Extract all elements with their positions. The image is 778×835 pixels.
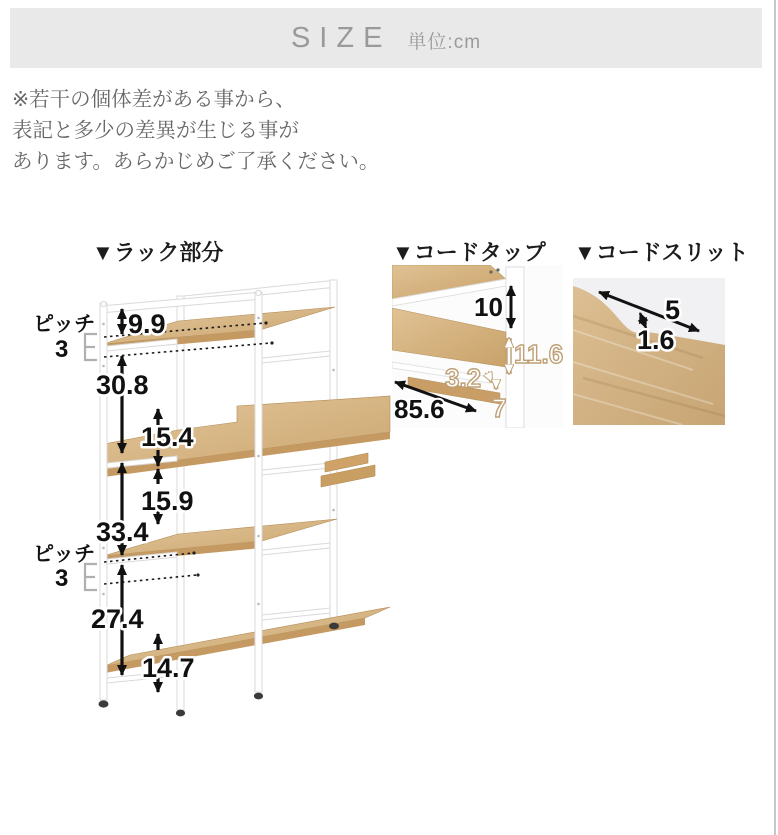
rack-post-front-left (100, 303, 107, 700)
cord-slit-section-title: ▼コードスリット (574, 240, 749, 265)
pitch-label-lower (33, 543, 97, 592)
disclaimer-text (12, 84, 412, 177)
rack-rung (262, 351, 330, 363)
dim-shelf3-to-bottom: 27.4 (91, 604, 144, 634)
dim-tap-width: 85.6 (394, 394, 445, 424)
rack-post-back-right (330, 280, 337, 622)
disclaimer-line-1: ※若干の個体差がある事から、 (12, 88, 296, 111)
rack-rung (262, 608, 330, 620)
rack-rung (262, 463, 330, 475)
size-header-bar (10, 8, 762, 68)
dim-clearance-2: 15.9 (141, 486, 194, 516)
pitch-bracket-icon (85, 564, 97, 590)
rack-post-mid (255, 292, 262, 692)
keyboard-tray (321, 453, 375, 487)
dim-tap-height: 11.6 (514, 339, 563, 369)
size-title: SIZE (290, 21, 392, 54)
rack-feet (99, 623, 340, 717)
dim-shelf1-to-desk: 30.8 (96, 370, 149, 400)
screw-hole (496, 268, 499, 271)
pitch-value: 3 (55, 336, 69, 363)
cord-tap-section-title: ▼コードタップ (392, 240, 546, 265)
rack-rung (262, 543, 330, 555)
rack-section-title: ▼ラック部分 (92, 240, 224, 265)
disclaimer-line-2: 表記と多少の差異が生じる事が (12, 119, 299, 142)
page-right-border (774, 0, 776, 835)
dim-desk-to-shelf3: 33.4 (96, 517, 149, 547)
pitch-bracket-icon (85, 334, 97, 360)
dim-tap-depth: 7 (492, 393, 507, 423)
pitch-text: ピッチ (33, 543, 96, 566)
dim-tap-gap: 10 (474, 292, 503, 322)
pitch-text: ピッチ (33, 313, 96, 336)
dim-tap-thickness: 3.2 (445, 363, 482, 393)
cord-tap-photo (392, 265, 563, 428)
screw-hole (489, 270, 492, 273)
dim-top-gap: 9.9 (128, 309, 166, 339)
rack-diagram (25, 260, 395, 720)
disclaimer-line-3: あります。あらかじめご了承ください。 (12, 150, 380, 173)
pitch-label-upper (33, 313, 97, 363)
dim-slit-width: 5 (665, 295, 681, 325)
post-cap (256, 290, 261, 295)
size-unit-label: 単位:cm (407, 31, 482, 53)
dim-slit-depth: 1.6 (637, 325, 675, 355)
post-cap (101, 301, 106, 306)
dim-clearance-1: 15.4 (141, 422, 194, 452)
cord-slit-photo (573, 278, 725, 425)
dim-bottom-clearance: 14.7 (142, 653, 195, 683)
pitch-value: 3 (55, 565, 69, 592)
